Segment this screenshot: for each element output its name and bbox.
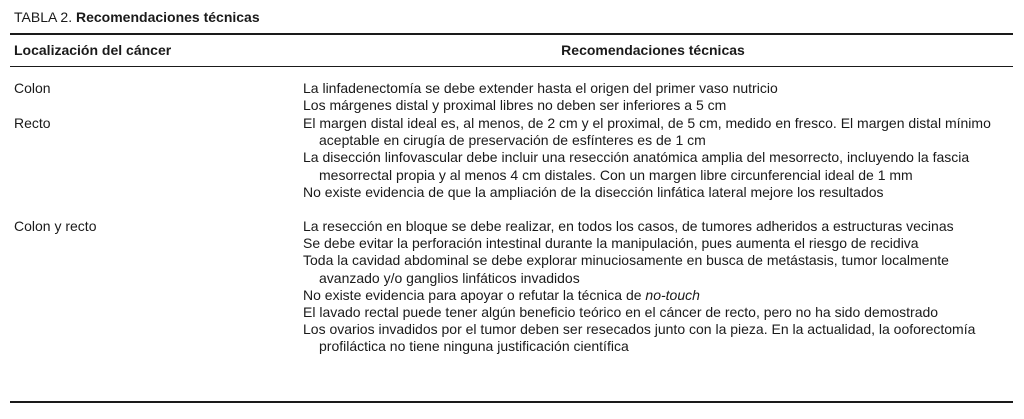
header-rule — [10, 66, 1013, 67]
recommendation-item: Toda la cavidad abdominal se debe explorar minuciosamente en busca de metástasis, tumor localmente avanzado y/o ganglios linfáticos invadidos — [303, 252, 949, 286]
table-caption — [14, 8, 260, 26]
caption-title: Recomendaciones técnicas — [76, 9, 260, 25]
recommendation-text: No existe evidencia para apoyar o refutar la técnica de — [303, 286, 642, 303]
recommendation-item: Los márgenes distal y proximal libres no deben ser inferiores a 5 cm — [303, 97, 727, 114]
recommendations-cell — [303, 80, 1008, 114]
recommendations-cell — [303, 218, 1008, 356]
recommendation-item: La disección linfovascular debe incluir una resección anatómica amplia del mesorrecto, incluyendo la fascia mesorrectal propia y al menos 4 cm distales. Con un margen libre circunferencial ideal de 1 mm — [303, 149, 970, 183]
no-touch-term: no-touch — [645, 286, 700, 303]
header-location: Localización del cáncer — [14, 42, 172, 58]
bottom-rule — [10, 401, 1013, 403]
recommendation-item: La resección en bloque se debe realizar, en todos los casos, de tumores adheridos a estructuras vecinas — [303, 218, 954, 234]
recommendations-cell — [303, 115, 1008, 201]
recommendation-item: Se debe evitar la perforación intestinal durante la manipulación, pues aumenta el riesgo de recidiva — [303, 235, 919, 252]
header-recommendations: Recomendaciones técnicas — [561, 42, 745, 58]
top-rule — [10, 33, 1013, 35]
recommendation-item: El margen distal ideal es, al menos, de 2 cm y el proximal, de 5 cm, medido en fresco. El margen distal mínimo aceptable en cirugía de preservación de esfínteres es de 1 cm — [303, 115, 991, 149]
recommendation-item — [303, 287, 1008, 304]
recommendation-item: La linfadenectomía se debe extender hasta el origen del primer vaso nutricio — [303, 80, 778, 96]
recommendation-item: Los ovarios invadidos por el tumor deben ser resecados junto con la pieza. En la actualidad, la ooforectomía profiláctica no tiene ninguna justificación científica — [303, 321, 976, 355]
recommendation-item: No existe evidencia de que la ampliación de la disección linfática lateral mejore los resultados — [303, 183, 884, 200]
location-cell: Colon — [14, 80, 51, 96]
recommendation-item: El lavado rectal puede tener algún beneficio teórico en el cáncer de recto, pero no ha sido demostrado — [303, 304, 939, 321]
caption-prefix: TABLA 2. — [14, 9, 73, 25]
location-cell: Recto — [14, 115, 51, 131]
location-cell: Colon y recto — [14, 218, 97, 234]
